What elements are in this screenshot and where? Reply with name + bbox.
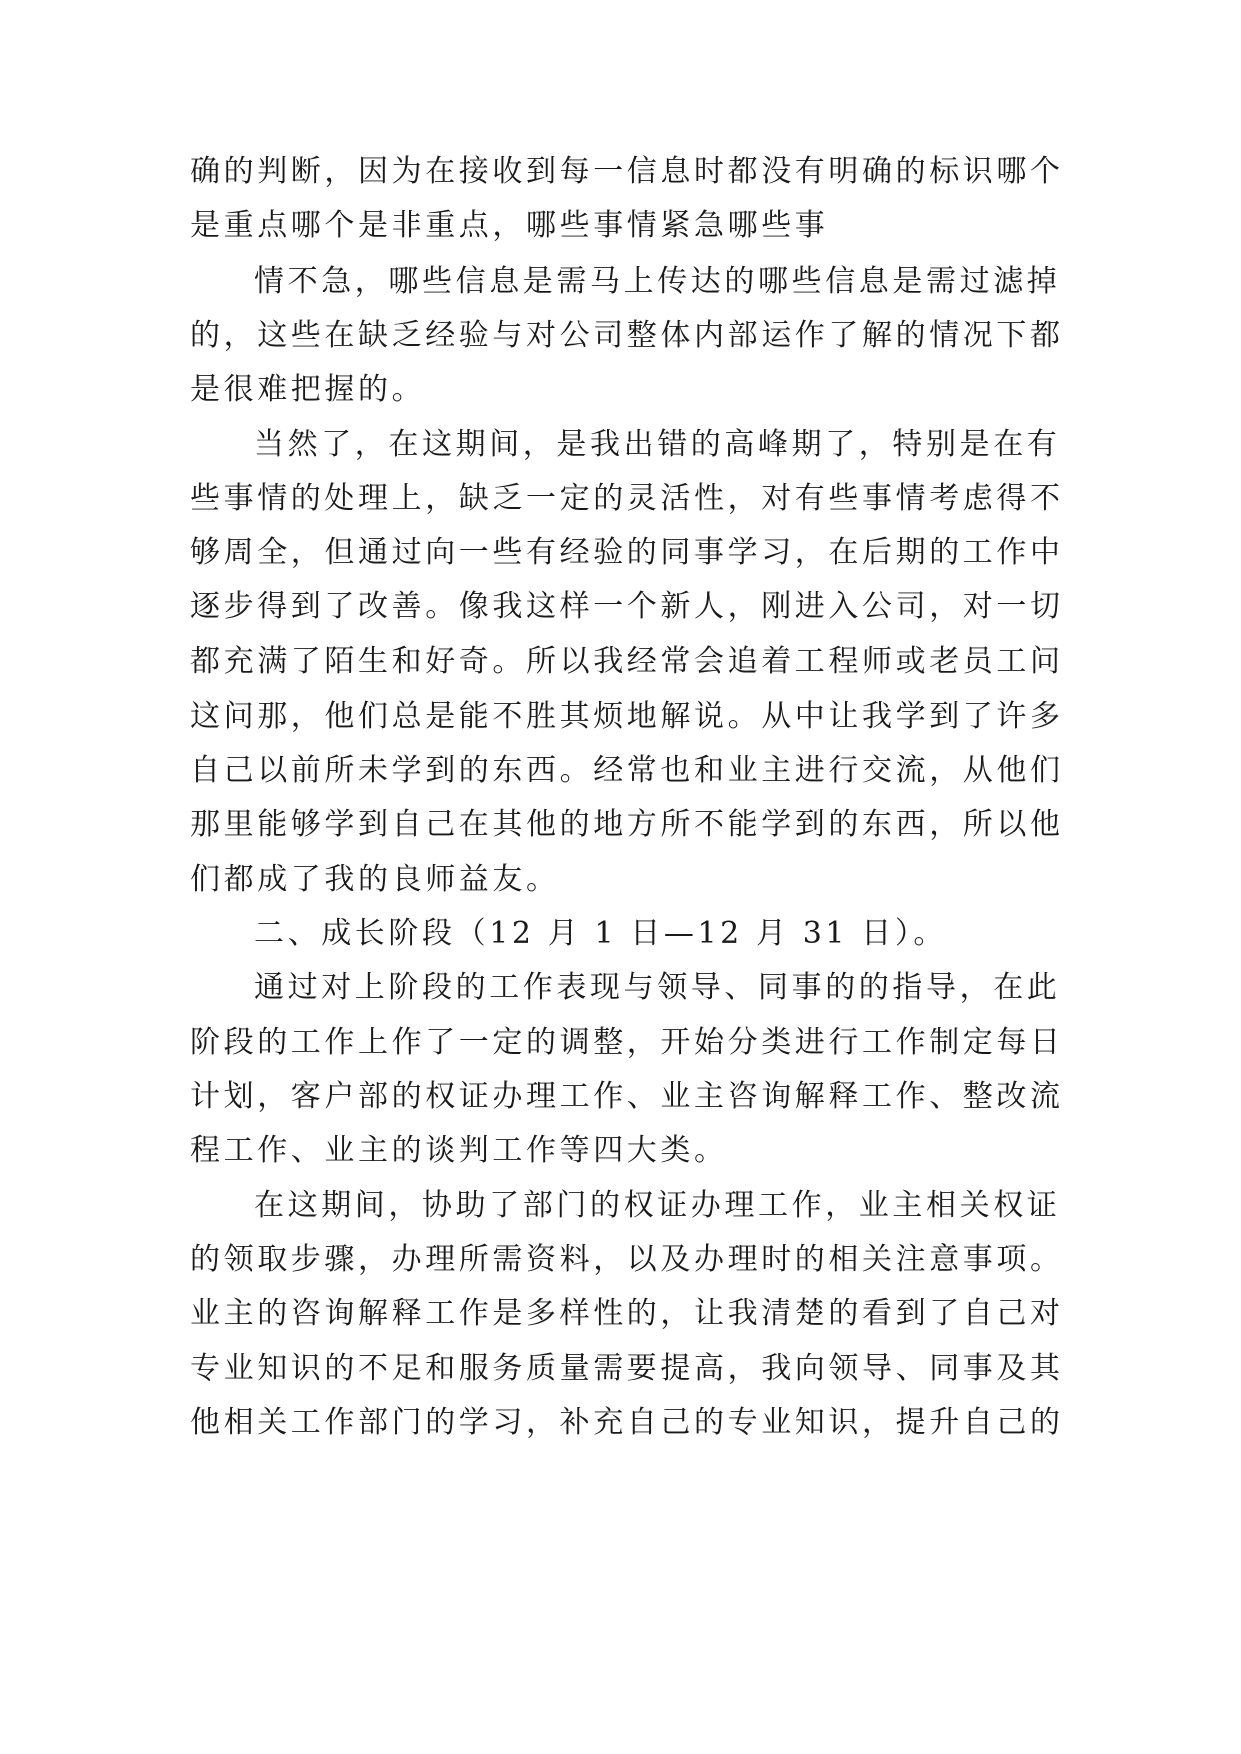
paragraph-start-line: 当然了，在这期间，是我出错的高峰期了，特别是在有 [254,427,1061,462]
paragraph-start-line: 情不急，哪些信息是需马上传达的哪些信息是需过滤掉 [254,264,1061,299]
text-line: 专业知识的不足和服务质量需要提高，我向领导、同事及其 [190,1351,1064,1386]
text-line: 逐步得到了改善。像我这样一个新人，刚进入公司，对一切 [190,589,1064,624]
text-line: 自己以前所未学到的东西。经常也和业主进行交流，从他们 [190,753,1064,788]
text-line: 他相关工作部门的学习，补充自己的专业知识，提升自己的 [190,1405,1064,1440]
text-line: 计划，客户部的权证办理工作、业主咨询解释工作、整改流 [190,1079,1064,1114]
text-line: 业主的咨询解释工作是多样性的，让我清楚的看到了自己对 [190,1296,1064,1331]
text-line: 确的判断，因为在接收到每一信息时都没有明确的标识哪个 [190,154,1064,189]
text-line: 们都成了我的良师益友。 [190,862,560,897]
text-line: 这问那，他们总是能不胜其烦地解说。从中让我学到了许多 [190,699,1064,734]
text-line: 程工作、业主的谈判工作等四大类。 [190,1133,728,1168]
text-line: 够周全，但通过向一些有经验的同事学习，在后期的工作中 [190,535,1064,570]
paragraph-start-line: 在这期间，协助了部门的权证办理工作，业主相关权证 [254,1188,1061,1223]
text-line: 的领取步骤，办理所需资料，以及办理时的相关注意事项。 [190,1242,1064,1277]
text-line: 阶段的工作上作了一定的调整，开始分类进行工作制定每日 [190,1025,1064,1060]
paragraph-start-line: 通过对上阶段的工作表现与领导、同事的的指导，在此 [254,970,1061,1005]
text-line: 是重点哪个是非重点，哪些事情紧急哪些事 [190,208,829,243]
text-line: 都充满了陌生和好奇。所以我经常会追着工程师或老员工问 [190,644,1064,679]
text-line: 些事情的处理上，缺乏一定的灵活性，对有些事情考虑得不 [190,481,1064,516]
text-line: 是很难把握的。 [190,372,426,407]
section-heading: 二、成长阶段（12 月 1 日—12 月 31 日）。 [254,916,948,951]
text-line: 那里能够学到自己在其他的地方所不能学到的东西，所以他 [190,807,1064,842]
text-line: 的，这些在缺乏经验与对公司整体内部运作了解的情况下都 [190,318,1064,353]
